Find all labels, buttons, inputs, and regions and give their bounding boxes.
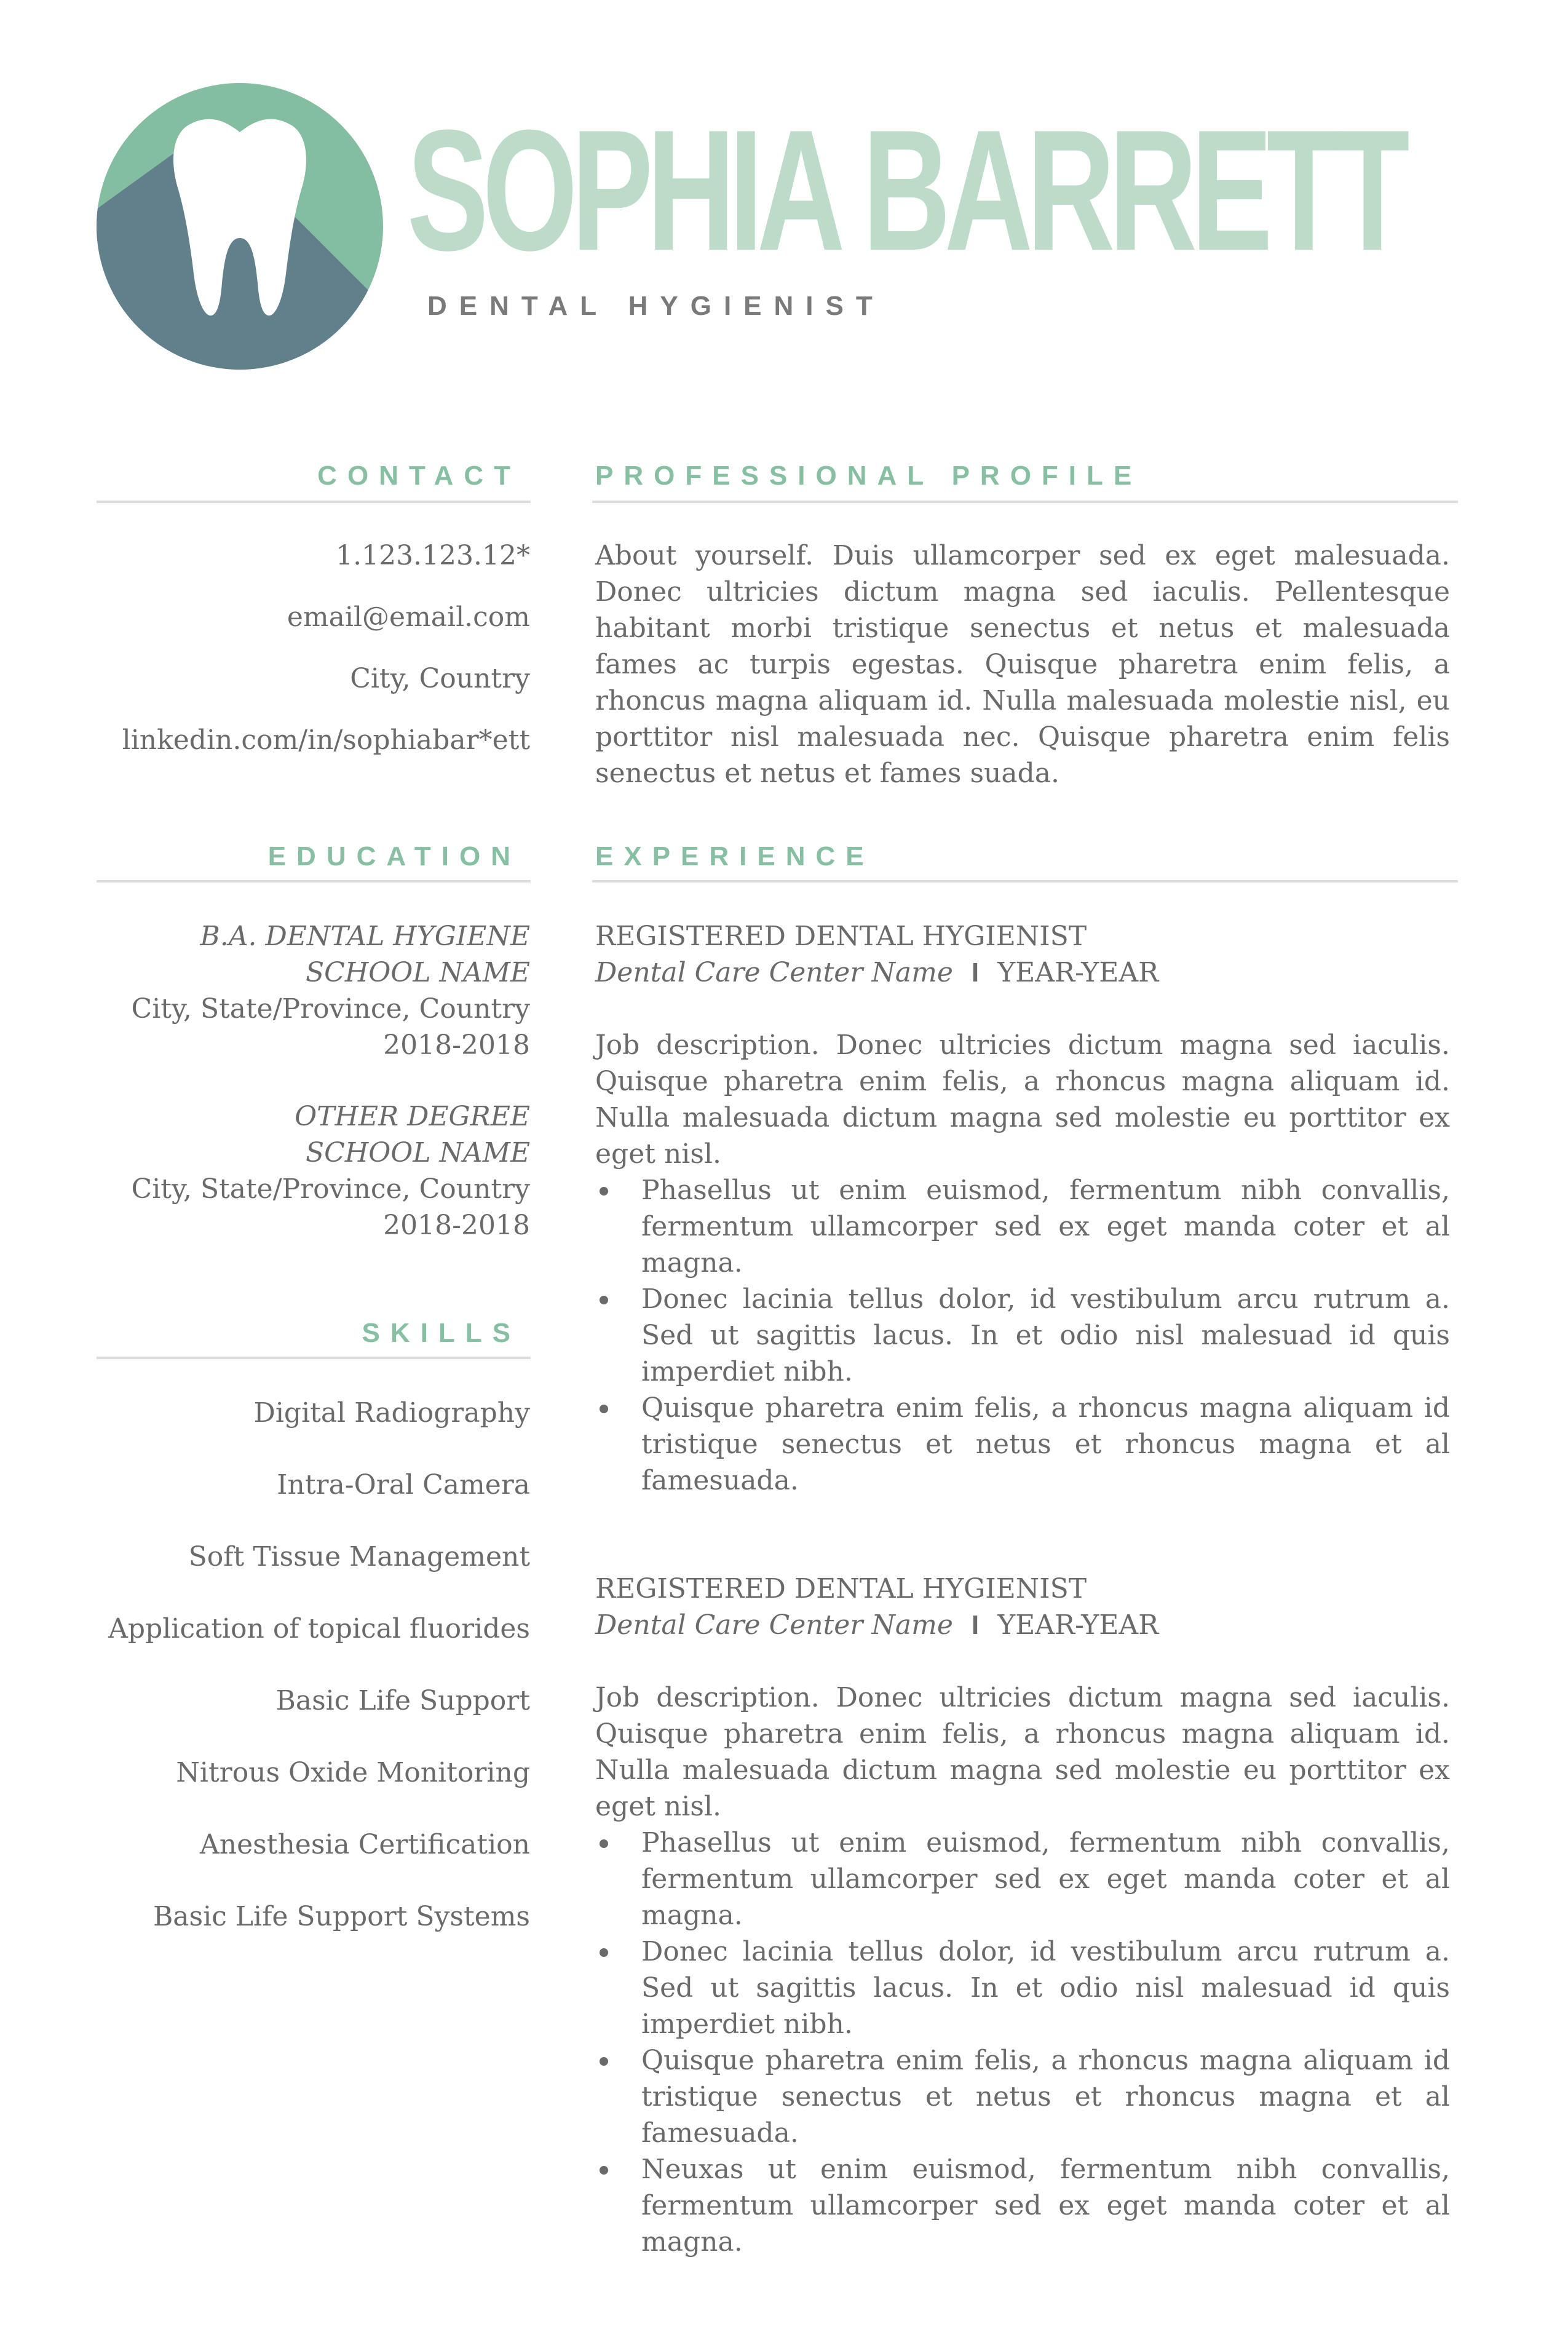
experience-divider (592, 880, 1458, 882)
job-company: Dental Care Center Name (595, 1609, 953, 1641)
job-bullets (595, 1825, 1450, 2260)
profile-heading: PROFESSIONAL PROFILE (595, 461, 1142, 491)
contact-phone: 1.123.123.12* (336, 540, 530, 571)
education-location: City, State/Province, Country (131, 993, 530, 1025)
skill-item: Nitrous Oxide Monitoring (176, 1757, 530, 1788)
job-years: YEAR-YEAR (997, 957, 1159, 988)
profile-divider (592, 501, 1458, 503)
experience-entry (595, 1571, 1450, 2260)
skill-item: Anesthesia Certification (200, 1829, 530, 1860)
education-entry (97, 1098, 530, 1243)
profile-text: About yourself. Duis ullamcorper sed ex eget malesuada. Donec ultricies dictum magna sed iaculis. Pellentesque habitant morbi tristique senectus et netus et malesuada fames ac turpis egestas. Quisque pharetra enim felis, a rhoncus magna aliquam id. Nulla malesuada molestie nisl, eu porttitor nisl malesuada nec. Quisque pharetra enim felis senectus et netus et fames suada. (595, 540, 1450, 789)
job-meta (595, 1607, 1450, 1643)
experience-heading: EXPERIENCE (595, 841, 874, 871)
education-school: SCHOOL NAME (306, 1137, 530, 1168)
education-list (97, 918, 530, 1279)
job-years: YEAR-YEAR (997, 1609, 1159, 1641)
education-entry (97, 918, 530, 1063)
job-bullet: Donec lacinia tellus dolor, id vestibulum arcu rutrum a. Sed ut sagittis lacus. In et odio nisl malesuad id quis imperdiet nibh. (595, 1933, 1450, 2042)
job-bullet: Phasellus ut enim euismod, fermentum nibh convallis, fermentum ullamcorper sed ex eget manda coter et al magna. (595, 1172, 1450, 1281)
skill-item: Digital Radiography (253, 1397, 530, 1429)
candidate-name: SOPHIA BARRETT (407, 95, 1404, 287)
job-bullet: Neuxas ut enim euismod, fermentum nibh convallis, fermentum ullamcorper sed ex eget manda coter et al magna. (595, 2151, 1450, 2260)
job-description: Job description. Donec ultricies dictum magna sed iaculis. Quisque pharetra enim felis, a rhoncus magna aliquam id. Nulla malesuada dictum magna sed molestie eu porttitor ex eget nisl. (595, 1029, 1450, 1170)
skill-item: Basic Life Support Systems (152, 1901, 530, 1932)
experience-entry (595, 918, 1450, 1499)
skills-divider (97, 1357, 531, 1359)
contact-divider (97, 501, 531, 503)
skill-item: Intra-Oral Camera (277, 1469, 530, 1501)
job-company: Dental Care Center Name (595, 957, 953, 988)
job-separator: I (971, 958, 980, 988)
tooth-logo (97, 83, 383, 370)
job-bullet: Quisque pharetra enim felis, a rhoncus magna aliquam id tristique senectus et netus et rhoncus magna et al famesuada. (595, 1390, 1450, 1499)
job-description: Job description. Donec ultricies dictum magna sed iaculis. Quisque pharetra enim felis, a rhoncus magna aliquam id. Nulla malesuada dictum magna sed molestie eu porttitor ex eget nisl. (595, 1682, 1450, 1822)
skills-heading: SKILLS (362, 1318, 521, 1348)
contact-list (97, 525, 530, 771)
skill-item: Soft Tissue Management (188, 1541, 530, 1573)
job-meta (595, 954, 1450, 991)
education-school: SCHOOL NAME (306, 957, 530, 988)
contact-email: email@email.com (287, 601, 530, 633)
job-position: REGISTERED DENTAL HYGIENIST (595, 1573, 1087, 1604)
contact-location: City, Country (350, 663, 530, 694)
job-bullet: Quisque pharetra enim felis, a rhoncus magna aliquam id tristique senectus et netus et rhoncus magna et al famesuada. (595, 2042, 1450, 2151)
experience-list (595, 918, 1450, 2332)
job-separator: I (971, 1610, 980, 1640)
education-years: 2018-2018 (383, 1210, 530, 1241)
contact-heading: CONTACT (317, 461, 521, 491)
skill-item: Basic Life Support (275, 1685, 530, 1716)
education-degree: B.A. DENTAL HYGIENE (200, 921, 530, 952)
education-heading: EDUCATION (267, 841, 521, 871)
contact-linkedin: linkedin.com/in/sophiabar*ett (122, 724, 530, 756)
skill-item: Application of topical fluorides (108, 1613, 530, 1644)
job-position: REGISTERED DENTAL HYGIENIST (595, 921, 1087, 952)
job-bullets (595, 1172, 1450, 1499)
education-location: City, State/Province, Country (131, 1173, 530, 1205)
skills-list (97, 1377, 530, 1953)
job-bullet: Donec lacinia tellus dolor, id vestibulum arcu rutrum a. Sed ut sagittis lacus. In et odio nisl malesuad id quis imperdiet nibh. (595, 1281, 1450, 1390)
education-years: 2018-2018 (383, 1029, 530, 1061)
education-degree: OTHER DEGREE (295, 1101, 530, 1132)
education-divider (97, 880, 531, 882)
job-title-subtitle: DENTAL HYGIENIST (427, 291, 885, 321)
job-bullet: Phasellus ut enim euismod, fermentum nibh convallis, fermentum ullamcorper sed ex eget manda coter et al magna. (595, 1825, 1450, 1933)
